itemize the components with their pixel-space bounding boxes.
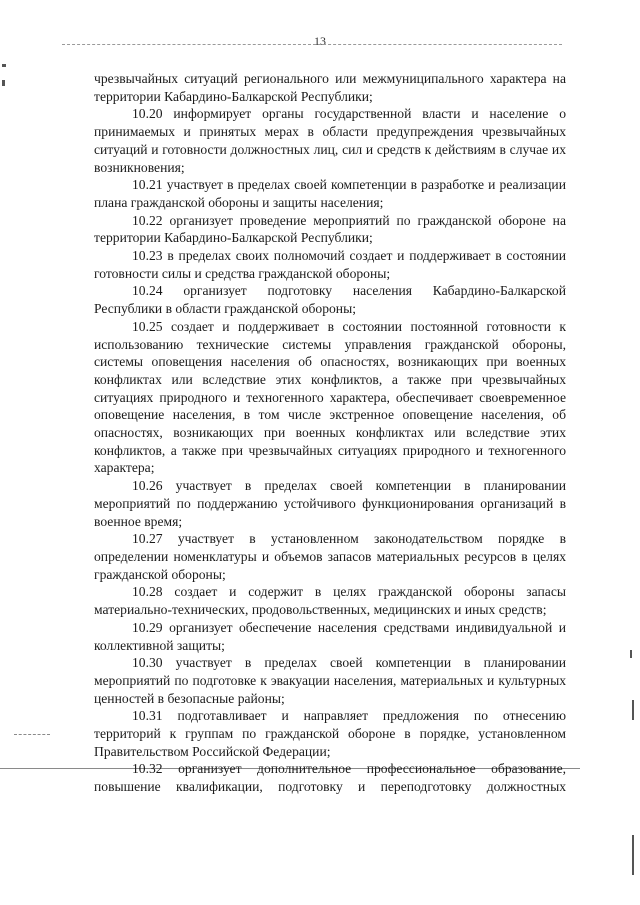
header-rule [62, 44, 562, 45]
paragraph: 10.28 создает и содержит в целях гражданской обороны запасы материально-технических, продовольственных, медицинских и иных средств; [94, 584, 566, 618]
paragraph: 10.20 информирует органы государственной власти и население о принимаемых и принятых мерах в области предупреждения чрезвычайных ситуаций и готовности должностных лиц, сил и средств к действиям в случае их возникновения; [94, 106, 566, 175]
left-margin-mark [2, 80, 5, 86]
right-margin-mark [632, 700, 634, 720]
paragraph: чрезвычайных ситуаций регионального или межмуниципального характера на территории Кабардино-Балкарской Республики; [94, 71, 566, 104]
paragraph: 10.25 создает и поддерживает в состоянии постоянной готовности к использованию технические системы управления гражданской обороны, системы оповещения населения об опасностях, возникающих при военных конфликтах или вследствие этих конфликтов, а также при чрезвычайных ситуациях природного и техногенного характера, обеспечивает своевременное оповещение населения, в том числе экстренное оповещение населения, об опасностях, возникающих при военных конфликтах или вследствие этих конфликтов, а также при чрезвычайных ситуациях природного и техногенного характера; [94, 318, 566, 476]
paragraph: 10.23 в пределах своих полномочий создает и поддерживает в состоянии готовности силы и средства гражданской обороны; [94, 248, 566, 281]
document-body [94, 70, 566, 796]
paragraph: 10.27 участвует в установленном законодательством порядке в определении номенклатуры и объемов запасов материальных ресурсов в целях гражданской обороны; [94, 531, 566, 582]
paragraph: 10.26 участвует в пределах своей компетенции в планировании мероприятий по поддержанию устойчивого функционирования организаций в военное время; [94, 478, 566, 529]
paragraph: 10.32 организует дополнительное профессиональное образование, повышение квалификации, подготовку и переподготовку должностных [94, 761, 566, 795]
paragraph: 10.30 участвует в пределах своей компетенции в планировании мероприятий по подготовке к эвакуации населения, материальных и культурных ценностей в безопасные районы; [94, 655, 566, 706]
paragraph: 10.22 организует проведение мероприятий по гражданской обороне на территории Кабардино-Балкарской Республики; [94, 212, 566, 246]
page-number: 13 [314, 34, 326, 48]
paragraph: 10.31 подготавливает и направляет предложения по отнесению территорий к группам по гражданской обороне в порядке, установленном Правительством Российской Федерации; [94, 708, 566, 759]
paragraph: 10.29 организует обеспечение населения средствами индивидуальной и коллективной защиты; [94, 619, 566, 653]
paragraph: 10.21 участвует в пределах своей компетенции в разработке и реализации плана гражданской обороны и защиты населения; [94, 177, 566, 210]
paragraph: 10.24 организует подготовку населения Кабардино-Балкарской Республики в области гражданской обороны; [94, 283, 566, 317]
scan-artifact-line [14, 734, 50, 735]
right-margin-mark [630, 650, 632, 658]
left-margin-mark [2, 64, 6, 67]
right-margin-mark [632, 835, 634, 875]
